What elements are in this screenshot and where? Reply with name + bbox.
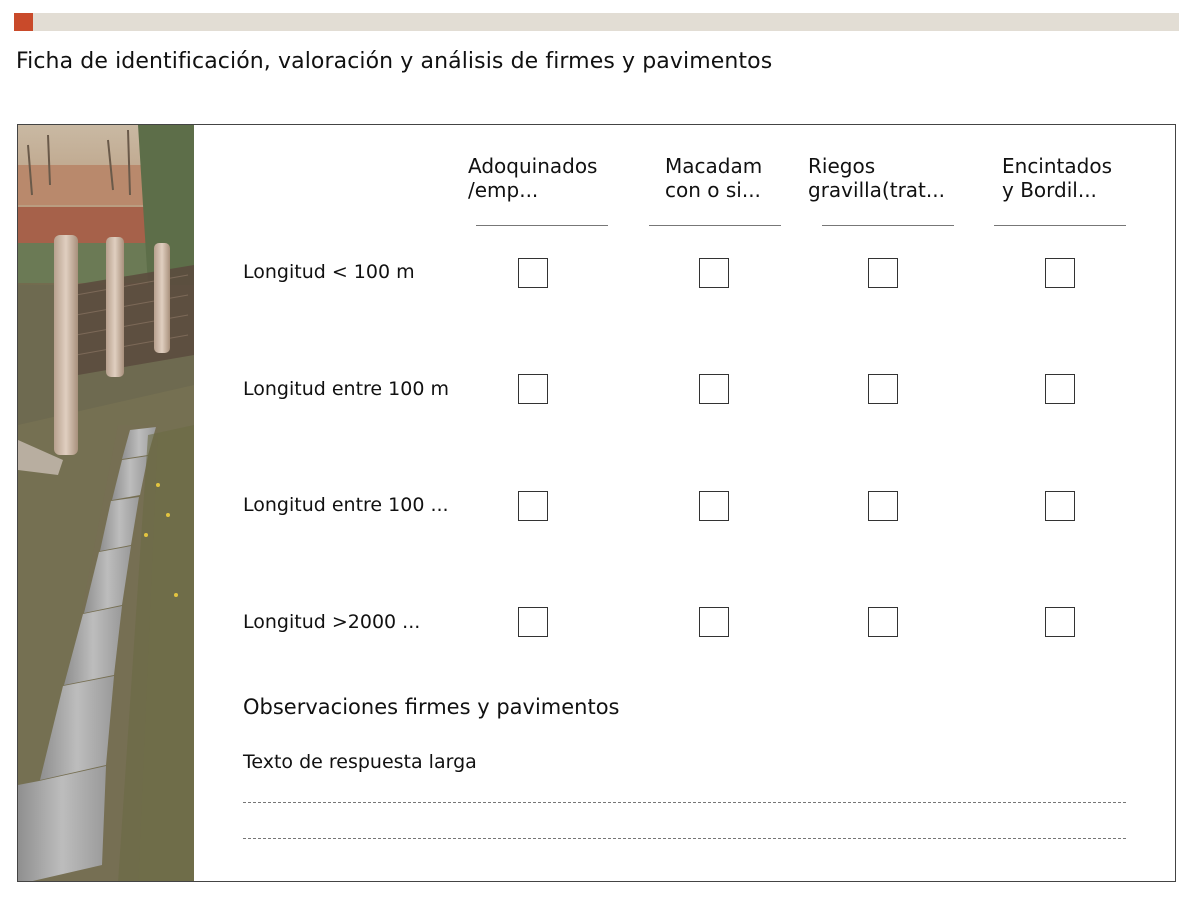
column-divider xyxy=(822,225,954,226)
checkbox-row1-riegos[interactable] xyxy=(868,258,898,288)
column-header-line2: con o si... xyxy=(665,178,761,202)
column-header-line1: Riegos xyxy=(808,154,876,178)
checkbox-row2-adoquinados[interactable] xyxy=(518,374,548,404)
column-header-line1: Encintados xyxy=(1002,154,1112,178)
checkbox-row4-macadam[interactable] xyxy=(699,607,729,637)
page-title: Ficha de identificación, valoración y análisis de firmes y pavimentos xyxy=(16,49,773,74)
row-label-longitud-mayor-2000: Longitud >2000 ... xyxy=(243,611,421,633)
column-header-line2: /emp... xyxy=(468,178,539,202)
row-label-longitud-menor-100: Longitud < 100 m xyxy=(243,261,415,283)
row-label-longitud-entre-100m: Longitud entre 100 m xyxy=(243,378,449,400)
checkbox-row2-macadam[interactable] xyxy=(699,374,729,404)
form-panel xyxy=(17,124,1176,882)
answer-line[interactable] xyxy=(243,838,1126,839)
checkbox-row1-adoquinados[interactable] xyxy=(518,258,548,288)
checkbox-row3-adoquinados[interactable] xyxy=(518,491,548,521)
column-divider xyxy=(994,225,1126,226)
photo-stone-curb-image xyxy=(18,125,194,882)
checkbox-row1-encintados[interactable] xyxy=(1045,258,1075,288)
column-header-riegos xyxy=(808,154,958,202)
row-label-longitud-entre-100-2000: Longitud entre 100 ... xyxy=(243,494,449,516)
checkbox-row4-riegos[interactable] xyxy=(868,607,898,637)
column-header-line2: gravilla(trat... xyxy=(808,178,945,202)
column-header-macadam xyxy=(665,154,815,202)
checkbox-row3-encintados[interactable] xyxy=(1045,491,1075,521)
checkbox-row2-encintados[interactable] xyxy=(1045,374,1075,404)
column-divider xyxy=(649,225,781,226)
accent-square xyxy=(14,13,33,31)
column-divider xyxy=(476,225,608,226)
column-header-line1: Macadam xyxy=(665,154,763,178)
answer-line[interactable] xyxy=(243,802,1126,803)
checkbox-row3-macadam[interactable] xyxy=(699,491,729,521)
column-header-line2: y Bordil... xyxy=(1002,178,1097,202)
checkbox-row1-macadam[interactable] xyxy=(699,258,729,288)
checkbox-row3-riegos[interactable] xyxy=(868,491,898,521)
column-header-adoquinados xyxy=(468,154,618,202)
long-answer-placeholder[interactable]: Texto de respuesta larga xyxy=(243,751,477,773)
column-header-encintados xyxy=(1002,154,1152,202)
top-decorative-bar xyxy=(14,13,1179,31)
observations-title: Observaciones firmes y pavimentos xyxy=(243,695,620,719)
checkbox-row2-riegos[interactable] xyxy=(868,374,898,404)
column-header-line1: Adoquinados xyxy=(468,154,598,178)
checkbox-row4-adoquinados[interactable] xyxy=(518,607,548,637)
checkbox-row4-encintados[interactable] xyxy=(1045,607,1075,637)
